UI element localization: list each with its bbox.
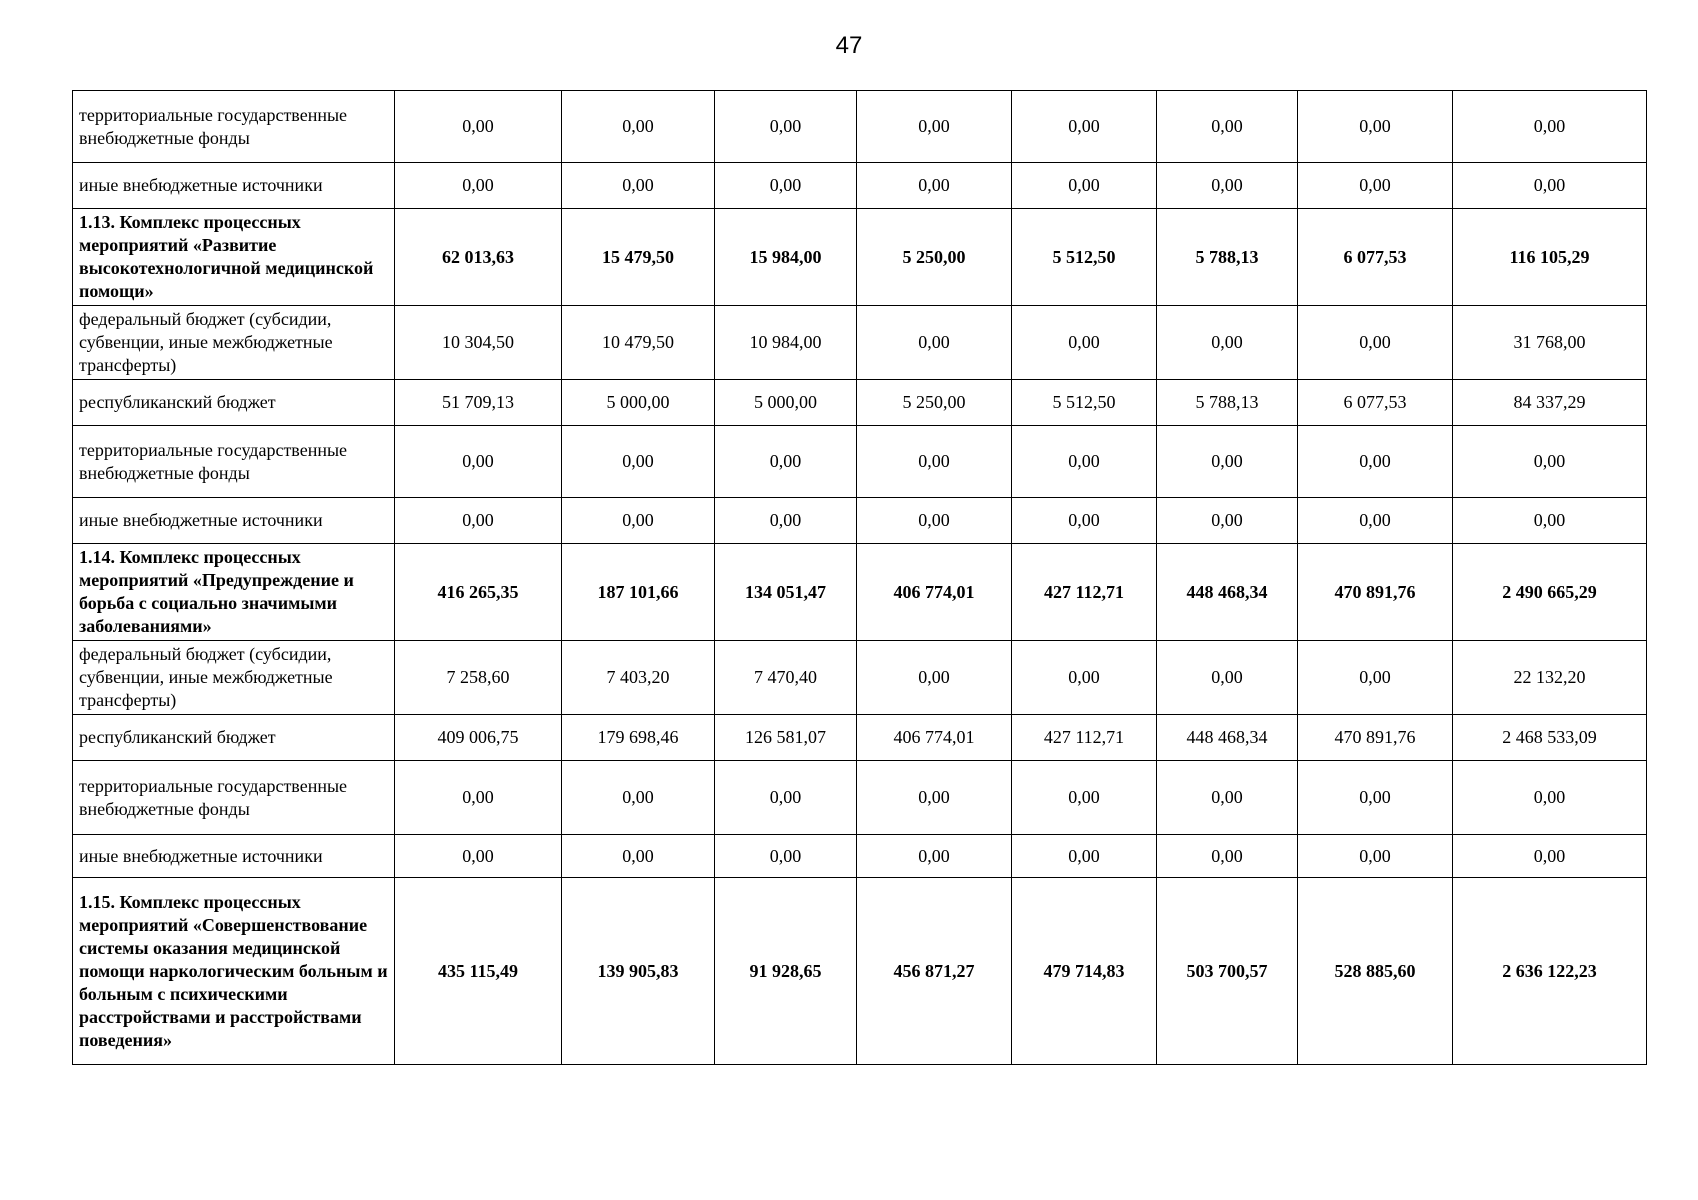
row-label: территориальные государственные внебюджетные фонды [73,761,395,835]
cell-value: 0,00 [1157,163,1298,209]
cell-value: 139 905,83 [562,878,715,1065]
cell-value: 5 512,50 [1012,209,1157,306]
cell-value: 0,00 [395,91,562,163]
cell-value: 5 788,13 [1157,209,1298,306]
cell-value: 0,00 [857,163,1012,209]
cell-total: 84 337,29 [1453,380,1647,426]
cell-value: 0,00 [715,761,857,835]
table-row [73,835,1647,878]
cell-value: 0,00 [1012,498,1157,544]
table-row-section [73,878,1647,1065]
cell-total: 0,00 [1453,163,1647,209]
cell-value: 528 885,60 [1298,878,1453,1065]
cell-value: 0,00 [1157,835,1298,878]
cell-value: 0,00 [562,835,715,878]
row-label: федеральный бюджет (субсидии, субвенции, иные межбюджетные трансферты) [73,306,395,380]
cell-value: 134 051,47 [715,544,857,641]
cell-value: 0,00 [857,91,1012,163]
cell-value: 5 000,00 [562,380,715,426]
table-row [73,380,1647,426]
row-label: иные внебюджетные источники [73,498,395,544]
section-label: 1.13. Комплекс процессных мероприятий «Развитие высокотехнологичной медицинской помощи» [73,209,395,306]
cell-value: 15 479,50 [562,209,715,306]
cell-value: 5 000,00 [715,380,857,426]
cell-value: 51 709,13 [395,380,562,426]
cell-value: 179 698,46 [562,715,715,761]
cell-value: 0,00 [715,91,857,163]
cell-total: 0,00 [1453,835,1647,878]
cell-value: 0,00 [1012,91,1157,163]
cell-value: 0,00 [715,835,857,878]
section-label: 1.15. Комплекс процессных мероприятий «Совершенствование системы оказания медицинской помощи наркологическим больным и больным с психическими расстройствами и расстройствами поведения» [73,878,395,1065]
cell-value: 6 077,53 [1298,380,1453,426]
row-label: федеральный бюджет (субсидии, субвенции, иные межбюджетные трансферты) [73,641,395,715]
table-row [73,761,1647,835]
cell-total: 0,00 [1453,498,1647,544]
cell-value: 0,00 [1298,761,1453,835]
cell-value: 448 468,34 [1157,544,1298,641]
cell-value: 0,00 [562,163,715,209]
cell-value: 91 928,65 [715,878,857,1065]
cell-value: 0,00 [1157,426,1298,498]
cell-value: 406 774,01 [857,715,1012,761]
cell-value: 435 115,49 [395,878,562,1065]
cell-value: 0,00 [562,498,715,544]
cell-value: 0,00 [1012,306,1157,380]
cell-value: 416 265,35 [395,544,562,641]
cell-value: 0,00 [857,835,1012,878]
cell-total: 2 636 122,23 [1453,878,1647,1065]
cell-value: 0,00 [395,498,562,544]
cell-value: 5 788,13 [1157,380,1298,426]
cell-value: 479 714,83 [1012,878,1157,1065]
cell-value: 5 512,50 [1012,380,1157,426]
cell-value: 5 250,00 [857,209,1012,306]
cell-value: 7 258,60 [395,641,562,715]
cell-value: 0,00 [715,163,857,209]
cell-total: 0,00 [1453,91,1647,163]
cell-value: 470 891,76 [1298,715,1453,761]
cell-value: 15 984,00 [715,209,857,306]
row-label: территориальные государственные внебюджетные фонды [73,91,395,163]
budget-table [72,90,1647,1065]
cell-value: 427 112,71 [1012,544,1157,641]
cell-value: 5 250,00 [857,380,1012,426]
cell-value: 0,00 [1012,163,1157,209]
cell-value: 0,00 [1157,306,1298,380]
row-label: иные внебюджетные источники [73,835,395,878]
page-number: 47 [835,32,863,59]
cell-value: 0,00 [1298,641,1453,715]
cell-value: 0,00 [857,306,1012,380]
cell-total: 2 468 533,09 [1453,715,1647,761]
cell-value: 0,00 [1298,835,1453,878]
cell-total: 116 105,29 [1453,209,1647,306]
cell-value: 0,00 [1298,163,1453,209]
cell-value: 470 891,76 [1298,544,1453,641]
cell-value: 0,00 [1012,426,1157,498]
cell-value: 0,00 [1012,761,1157,835]
cell-total: 2 490 665,29 [1453,544,1647,641]
cell-total: 0,00 [1453,426,1647,498]
cell-value: 0,00 [1157,641,1298,715]
cell-value: 0,00 [395,761,562,835]
table-row-section [73,209,1647,306]
cell-value: 0,00 [395,163,562,209]
cell-value: 0,00 [715,498,857,544]
cell-value: 0,00 [1298,306,1453,380]
cell-total: 31 768,00 [1453,306,1647,380]
cell-value: 456 871,27 [857,878,1012,1065]
table-row [73,715,1647,761]
cell-value: 0,00 [395,426,562,498]
table-row-section [73,544,1647,641]
cell-total: 22 132,20 [1453,641,1647,715]
section-label: 1.14. Комплекс процессных мероприятий «Предупреждение и борьба с социально значимыми заболеваниями» [73,544,395,641]
table-row [73,163,1647,209]
cell-value: 7 470,40 [715,641,857,715]
table-row [73,498,1647,544]
cell-value: 0,00 [715,426,857,498]
cell-value: 0,00 [562,426,715,498]
cell-value: 0,00 [562,761,715,835]
cell-value: 0,00 [1012,641,1157,715]
row-label: республиканский бюджет [73,715,395,761]
row-label: иные внебюджетные источники [73,163,395,209]
table-row [73,91,1647,163]
cell-value: 187 101,66 [562,544,715,641]
cell-value: 409 006,75 [395,715,562,761]
table-row [73,306,1647,380]
cell-value: 7 403,20 [562,641,715,715]
cell-value: 0,00 [857,498,1012,544]
cell-value: 448 468,34 [1157,715,1298,761]
cell-value: 0,00 [395,835,562,878]
cell-value: 0,00 [857,641,1012,715]
row-label: республиканский бюджет [73,380,395,426]
cell-value: 0,00 [1157,498,1298,544]
table-row [73,641,1647,715]
row-label: территориальные государственные внебюджетные фонды [73,426,395,498]
cell-value: 0,00 [857,761,1012,835]
cell-value: 10 304,50 [395,306,562,380]
cell-value: 0,00 [1012,835,1157,878]
cell-value: 0,00 [1298,498,1453,544]
cell-value: 10 984,00 [715,306,857,380]
cell-value: 126 581,07 [715,715,857,761]
cell-value: 0,00 [1298,91,1453,163]
cell-value: 10 479,50 [562,306,715,380]
cell-value: 406 774,01 [857,544,1012,641]
table-row [73,426,1647,498]
cell-value: 0,00 [857,426,1012,498]
cell-value: 0,00 [1157,761,1298,835]
cell-value: 0,00 [562,91,715,163]
cell-value: 62 013,63 [395,209,562,306]
cell-value: 0,00 [1157,91,1298,163]
cell-value: 0,00 [1298,426,1453,498]
cell-total: 0,00 [1453,761,1647,835]
cell-value: 427 112,71 [1012,715,1157,761]
cell-value: 6 077,53 [1298,209,1453,306]
cell-value: 503 700,57 [1157,878,1298,1065]
